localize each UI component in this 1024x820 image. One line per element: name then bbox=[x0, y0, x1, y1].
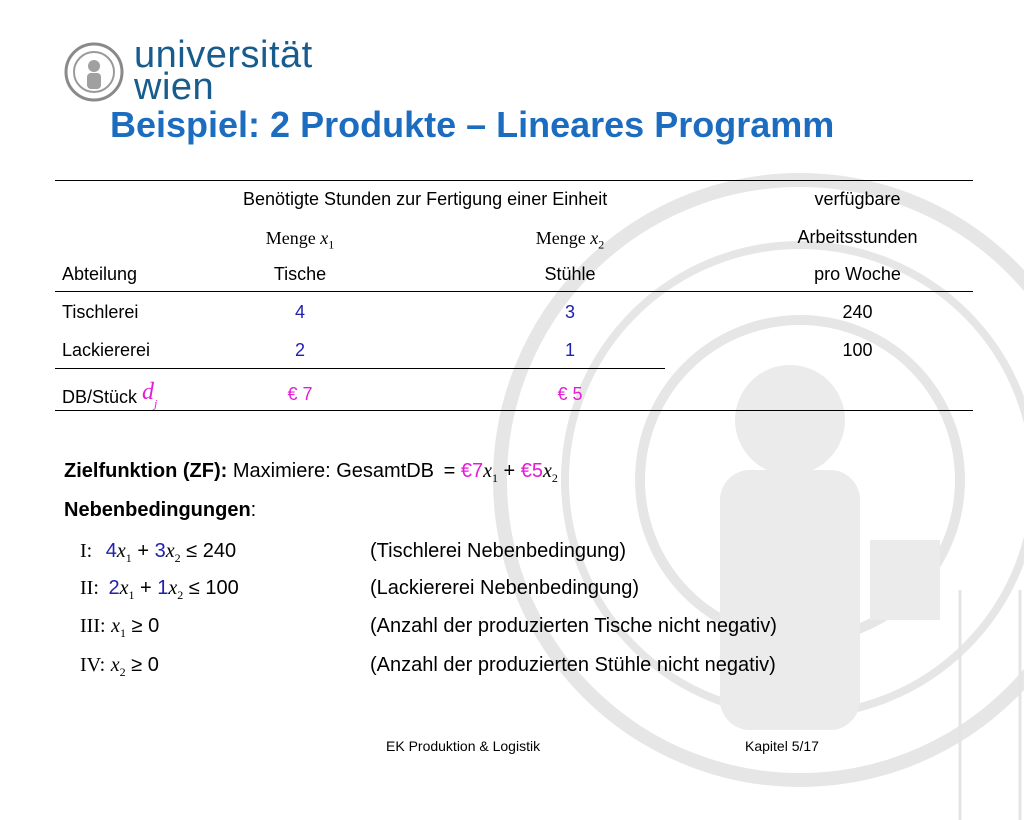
constraint-description: (Anzahl der produzierten Tische nicht negativ) bbox=[370, 615, 777, 637]
header-available-2: Arbeitsstunden bbox=[797, 227, 918, 247]
row-tische-value: 2 bbox=[294, 340, 305, 360]
constraint-description: (Anzahl der produzierten Stühle nicht negativ) bbox=[370, 654, 776, 676]
logo-text-universitaet: universität bbox=[134, 34, 313, 76]
row-tische-value: 4 bbox=[294, 302, 305, 322]
constraint-description: (Lackiererei Nebenbedingung) bbox=[370, 577, 640, 599]
row-stuehle-value: 1 bbox=[564, 340, 575, 360]
constraints-heading: Nebenbedingungen: bbox=[64, 499, 257, 521]
row-db-tische: € 7 bbox=[287, 384, 313, 404]
row-stuehle-value: 3 bbox=[564, 302, 575, 322]
header-menge-x1: Menge $x_1$ bbox=[265, 228, 335, 252]
constraint-formula: IV: $x_2 \ge 0$ bbox=[80, 654, 159, 679]
header-available-1: verfügbare bbox=[814, 189, 901, 209]
logo-text-wien: wien bbox=[134, 66, 215, 108]
header-stuehle: Stühle bbox=[544, 264, 596, 284]
seal-icon bbox=[64, 42, 124, 102]
objective-function: Zielfunktion (ZF): Maximiere: GesamtDB = $€7x_1$ + $€5x_2$ bbox=[64, 460, 558, 485]
constraint-formula: I: $4x_1 + 3x_2 \le 240$ bbox=[80, 540, 237, 565]
university-logo bbox=[64, 34, 313, 108]
footer-chapter: Kapitel 5/17 bbox=[745, 738, 819, 754]
constraint-formula: III: $x_1 \ge 0$ bbox=[80, 615, 160, 640]
row-available-value: 100 bbox=[842, 340, 873, 360]
table-bottom-rule bbox=[55, 410, 973, 411]
row-db-stuehle: € 5 bbox=[557, 384, 583, 404]
table-top-rule bbox=[55, 180, 973, 181]
header-menge-x2: Menge $x_2$ bbox=[535, 228, 605, 252]
header-available-3: pro Woche bbox=[814, 264, 901, 284]
row-name: Tischlerei bbox=[62, 302, 139, 322]
row-db-label: DB/Stück $d_j$ bbox=[62, 379, 158, 411]
header-required-hours: Benötigte Stunden zur Fertigung einer Einheit bbox=[243, 189, 608, 209]
row-available-value: 240 bbox=[842, 302, 873, 322]
constraint-description: (Tischlerei Nebenbedingung) bbox=[370, 540, 627, 562]
header-abteilung: Abteilung bbox=[62, 264, 138, 284]
row-name: Lackiererei bbox=[62, 340, 151, 360]
footer-course: EK Produktion & Logistik bbox=[386, 738, 541, 754]
page-title: Beispiel: 2 Produkte – Lineares Programm bbox=[110, 104, 835, 145]
table-header-rule bbox=[55, 291, 973, 292]
constraint-formula: II: $2x_1 + 1x_2 \le 100$ bbox=[80, 577, 239, 602]
table-db-rule bbox=[55, 368, 665, 369]
header-tische: Tische bbox=[273, 264, 327, 284]
